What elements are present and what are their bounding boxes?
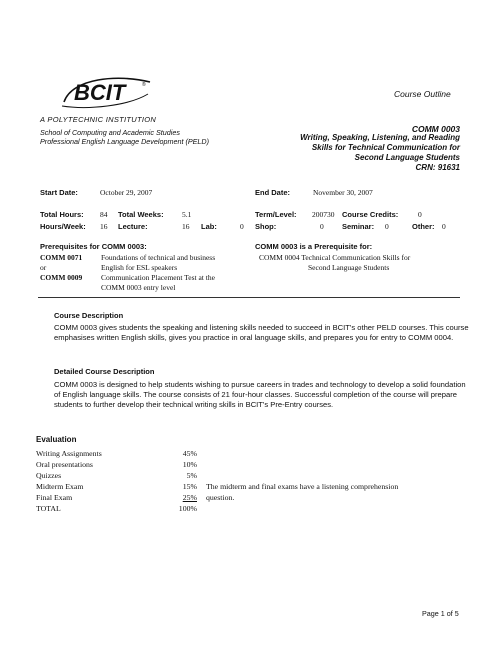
other-label: Other: — [412, 222, 435, 231]
is-prereq-line-1: COMM 0004 Technical Communication Skills for — [259, 253, 411, 262]
credits: 0 — [418, 210, 422, 219]
prereq-desc-2-line-1: Communication Placement Test at the — [101, 273, 215, 282]
end-date: November 30, 2007 — [313, 188, 373, 197]
prereqs-heading: Prerequisites for COMM 0003: — [40, 242, 147, 251]
lab-label: Lab: — [201, 222, 217, 231]
evaluation-label: Writing Assignments — [36, 449, 102, 458]
school-name: School of Computing and Academic Studies — [40, 128, 180, 137]
tagline: A POLYTECHNIC INSTITUTION — [40, 115, 157, 124]
evaluation-note-line-2: question. — [206, 493, 235, 502]
start-date-label: Start Date: — [40, 188, 78, 197]
evaluation-label: Oral presentations — [36, 460, 93, 469]
evaluation-value: 10% — [182, 460, 197, 469]
total-hours: 84 — [100, 210, 108, 219]
evaluation-row — [36, 493, 456, 503]
evaluation-value: 45% — [182, 449, 197, 458]
hours-week-label: Hours/Week: — [40, 222, 86, 231]
total-hours-label: Total Hours: — [40, 210, 84, 219]
prereq-code-2: COMM 0009 — [40, 273, 83, 282]
start-date: October 29, 2007 — [100, 188, 153, 197]
evaluation-label: TOTAL — [36, 504, 61, 513]
shop: 0 — [320, 222, 324, 231]
credits-label: Course Credits: — [342, 210, 399, 219]
evaluation-value: 100% — [178, 504, 197, 513]
detailed-description-text: COMM 0003 is designed to help students wishing to pursue careers in trades and technology to develop a solid foundation of English language skills. The course consists of 21 four-hour classes. Successful completion of the course will prepare students to further develop their technical writing skills in BCIT's Pre-Entry courses. — [54, 380, 466, 409]
seminar-label: Seminar: — [342, 222, 375, 231]
total-weeks-label: Total Weeks: — [118, 210, 164, 219]
bcit-logo — [58, 72, 158, 112]
program-name: Professional English Language Development (PELD) — [40, 137, 210, 146]
evaluation-value: 15% — [182, 482, 197, 491]
seminar: 0 — [385, 222, 389, 231]
evaluation-row — [36, 504, 456, 514]
evaluation-row — [36, 482, 456, 492]
term-label: Term/Level: — [255, 210, 297, 219]
lecture: 16 — [182, 222, 190, 231]
evaluation-value: 25% — [182, 493, 197, 502]
evaluation-note-line-1: The midterm and final exams have a listening comprehension — [206, 482, 399, 491]
evaluation-value: 5% — [186, 471, 197, 480]
evaluation-label: Final Exam — [36, 493, 73, 502]
detailed-description-heading: Detailed Course Description — [54, 367, 155, 376]
is-prereq-heading: COMM 0003 is a Prerequisite for: — [255, 242, 373, 251]
evaluation-row — [36, 471, 456, 481]
evaluation-heading: Evaluation — [36, 435, 77, 444]
course-code: COMM 0003 — [411, 124, 460, 134]
page-number: Page 1 of 5 — [422, 609, 459, 618]
term: 200730 — [312, 210, 335, 219]
course-title-line-1: Writing, Speaking, Listening, and Reading — [300, 133, 460, 142]
evaluation-row — [36, 449, 456, 459]
crn: CRN: 91631 — [415, 163, 460, 172]
course-title-line-2: Skills for Technical Communication for — [311, 143, 460, 152]
prereq-desc-2-line-2: COMM 0003 entry level — [101, 283, 176, 292]
evaluation-row — [36, 460, 456, 470]
lecture-label: Lecture: — [118, 222, 148, 231]
end-date-label: End Date: — [255, 188, 291, 197]
is-prereq-line-2: Second Language Students — [308, 263, 390, 272]
prereq-desc-1-line-2: English for ESL speakers — [101, 263, 178, 272]
shop-label: Shop: — [255, 222, 277, 231]
evaluation-label: Quizzes — [36, 471, 62, 480]
prereq-desc-1-line-1: Foundations of technical and business — [101, 253, 216, 262]
svg-text:BCIT: BCIT — [74, 80, 126, 105]
course-description-text: COMM 0003 gives students the speaking and listening skills needed to succeed in BCIT's other PELD courses. This course emphasises written English skills, gives you practice in oral language skills, and prepares you for entry to COMM 0004. — [54, 323, 469, 342]
hours-week: 16 — [100, 222, 108, 231]
course-title-line-3: Second Language Students — [354, 153, 460, 162]
svg-text:®: ® — [142, 82, 146, 88]
evaluation-label: Midterm Exam — [36, 482, 84, 491]
prereq-or: or — [40, 263, 47, 272]
doc-type: Course Outline — [394, 89, 451, 99]
prereq-code-1: COMM 0071 — [40, 253, 83, 262]
course-description-heading: Course Description — [54, 311, 124, 320]
section-divider — [38, 297, 460, 298]
lab: 0 — [240, 222, 244, 231]
total-weeks: 5.1 — [182, 210, 192, 219]
other: 0 — [442, 222, 446, 231]
